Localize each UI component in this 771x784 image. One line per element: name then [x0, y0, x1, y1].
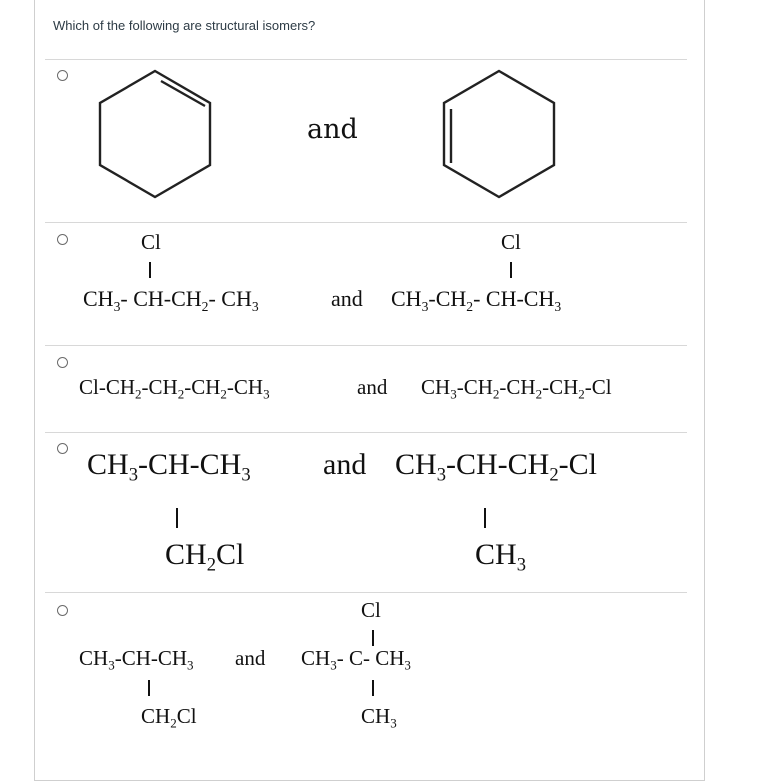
option-c[interactable]	[35, 345, 704, 432]
main-chain-right: $CH_3-CH_2-$ $CH-CH_3$	[391, 286, 562, 314]
branch-left: $CH_2Cl$	[141, 704, 197, 731]
branch-left: $CH_2Cl$	[165, 538, 245, 576]
main-chain-right: $CH_3-$ C- $CH_3$	[301, 646, 411, 673]
main-chain-right: $CH_3-CH-CH_2-Cl$	[395, 448, 597, 486]
substituent-cl: Cl	[361, 598, 381, 622]
molecule-right: $CH_3-CH_2-CH_2-CH_2-Cl$	[421, 375, 612, 402]
bond-line	[510, 262, 512, 278]
option-c-radio[interactable]	[57, 357, 68, 368]
option-d-radio[interactable]	[57, 443, 68, 454]
cyclohexene-right-structure	[435, 69, 565, 199]
and-text: and	[235, 646, 266, 670]
substituent-cl: Cl	[501, 230, 521, 254]
bond-line	[148, 680, 150, 696]
cyclohexene-left-structure	[91, 69, 221, 199]
option-b[interactable]	[35, 222, 704, 345]
bond-line	[149, 262, 151, 278]
bond-line	[372, 630, 374, 646]
bond-line	[484, 508, 486, 528]
question-card	[34, 0, 705, 781]
option-d[interactable]	[35, 432, 704, 592]
bond-line	[176, 508, 178, 528]
substituent-cl: Cl	[141, 230, 161, 254]
branch-right: $CH_3$	[475, 538, 526, 576]
branch-right: $CH_3$	[361, 704, 397, 731]
option-e-radio[interactable]	[57, 605, 68, 616]
and-text: and	[323, 448, 367, 481]
option-e[interactable]	[35, 592, 704, 780]
option-a-radio[interactable]	[57, 70, 68, 81]
option-b-radio[interactable]	[57, 234, 68, 245]
and-text: and	[307, 114, 358, 145]
option-a[interactable]	[35, 59, 704, 222]
and-text: and	[331, 286, 363, 311]
molecule-left: $Cl-CH_2-CH_2-CH_2-CH_3$	[79, 375, 270, 402]
question-text: Which of the following are structural isomers?	[53, 18, 316, 33]
main-chain-left: $CH_3-CH-CH_3$	[87, 448, 251, 486]
main-chain-left: $CH_3-$ $CH-CH_2-$ $CH_3$	[83, 286, 259, 314]
main-chain-left: $CH_3-CH-CH_3$	[79, 646, 194, 673]
bond-line	[372, 680, 374, 696]
and-text: and	[357, 375, 388, 399]
